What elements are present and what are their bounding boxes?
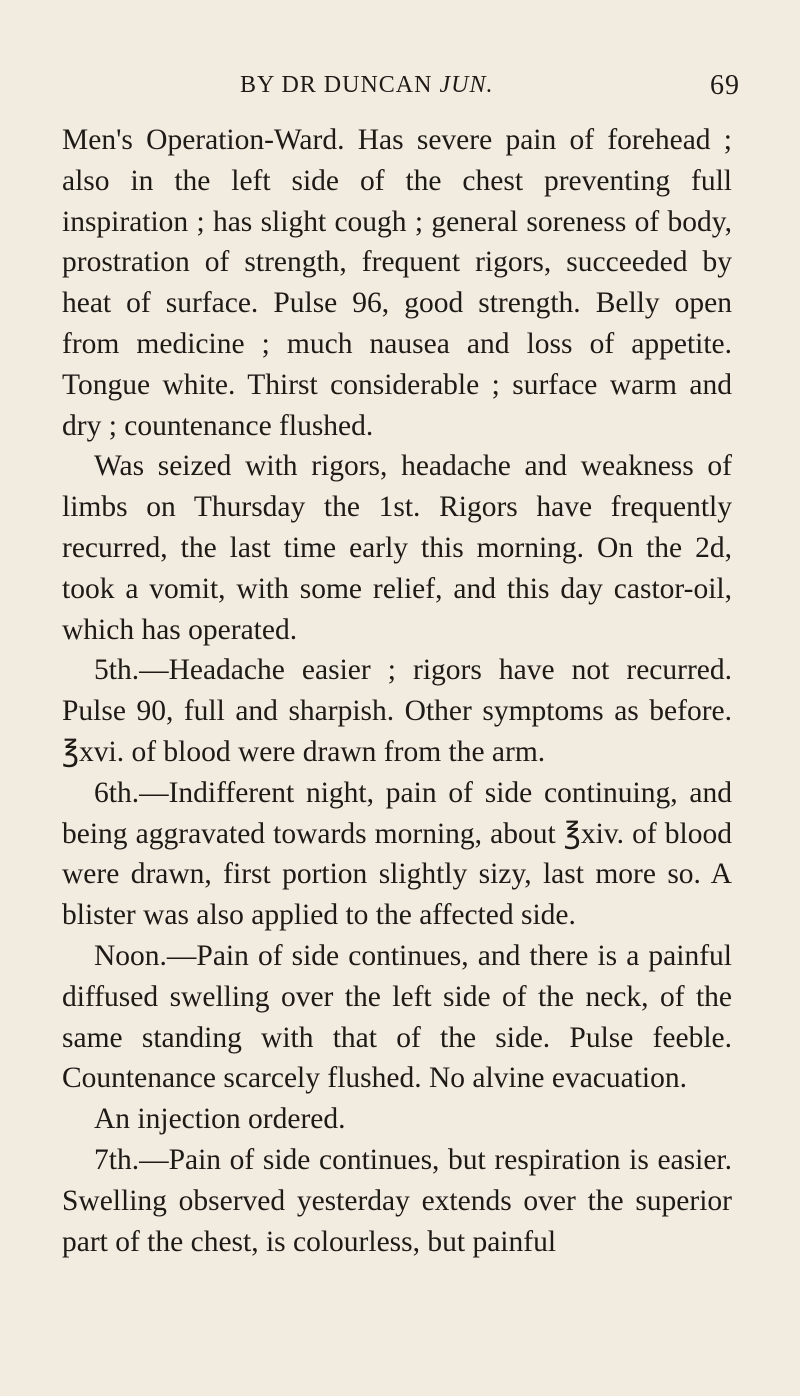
paragraph-1: Men's Operation-Ward. Has severe pain of forehead ; also in the left side of the chest preventing full inspiration ; has slight cough ; general soreness of body, prostration of strength, frequent rigors, succeeded by heat of surface. Pulse 96, good strength. Belly open from medicine ; much nausea and loss of appetite. Tongue white. Thirst considerable ; surface warm and dry ; countenance flushed. — [62, 124, 732, 442]
paragraph-4: 6th.—Indifferent night, pain of side continuing, and being aggravated towards morning, about ℥xiv. of blood were drawn, first portion slightly sizy, last more so. A blister was also applied to the affected side. — [62, 776, 732, 932]
running-head — [90, 72, 740, 112]
paragraph-3: 5th.—Headache easier ; rigors have not recurred. Pulse 90, full and sharpish. Other symptoms as before. ℥xvi. of blood were drawn from the arm. — [62, 654, 732, 768]
running-title — [240, 72, 493, 99]
body-text — [62, 120, 732, 1262]
page-number: 69 — [710, 70, 740, 101]
running-title-italic: JUN. — [439, 72, 494, 98]
paragraph-6: An injection ordered. — [94, 1103, 346, 1136]
paragraph-2: Was seized with rigors, headache and weakness of limbs on Thursday the 1st. Rigors have frequently recurred, the last time early this morning. On the 2d, took a vomit, with some relief, and this day castor-oil, which has operated. — [62, 450, 732, 646]
paragraph-5: Noon.—Pain of side continues, and there is a painful diffused swelling over the left side of the neck, of the same standing with that of the side. Pulse feeble. Countenance scarcely flushed. No alvine evacuation. — [62, 939, 732, 1095]
running-title-caps: BY DR DUNCAN — [240, 72, 440, 98]
paragraph-7: 7th.—Pain of side continues, but respiration is easier. Swelling observed yesterday extends over the superior part of the chest, is colourless, but painful — [62, 1143, 732, 1258]
